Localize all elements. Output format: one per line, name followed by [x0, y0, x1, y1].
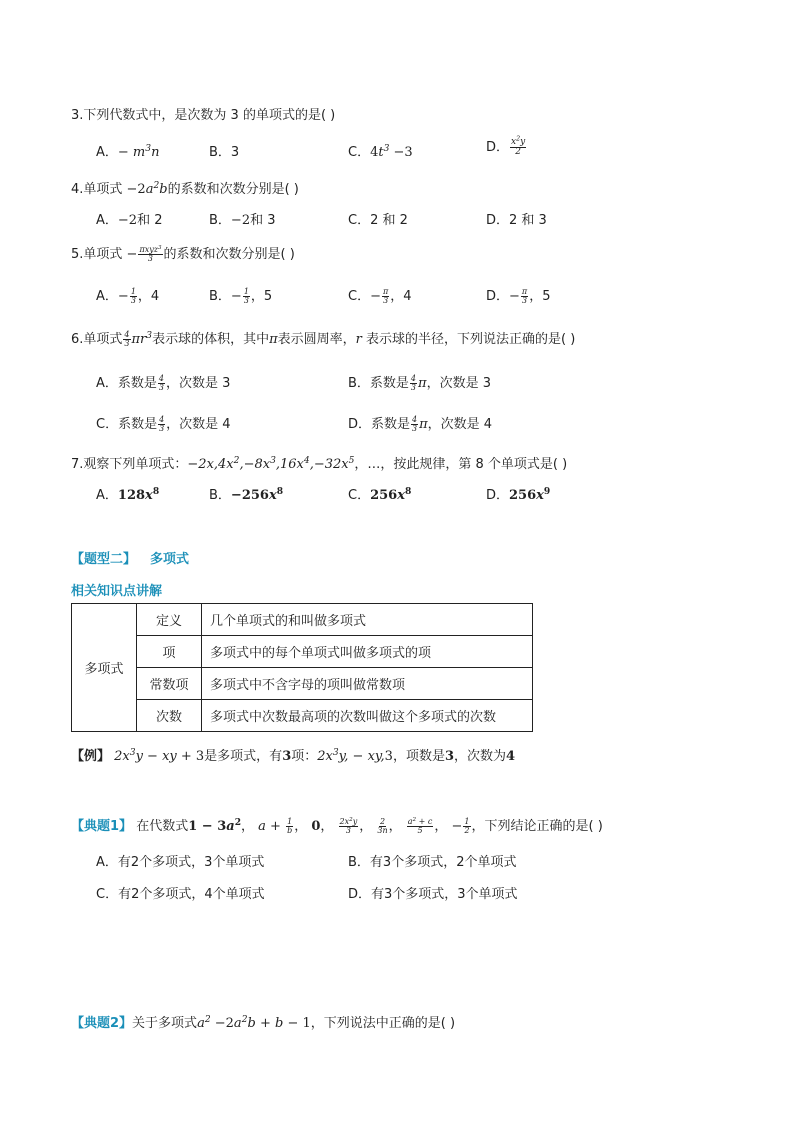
q4-option-a[interactable]: A．−2和 2 — [96, 213, 163, 228]
q6-option-a[interactable]: A．系数是 $\frac{4}{3}$ ，次数是 3 — [96, 373, 231, 392]
table-desc: 多项式中不含字母的项叫做常数项 — [202, 668, 533, 700]
d2-tag: 【典题2】 — [71, 1016, 133, 1031]
q7-option-b[interactable]: B．$-256x^8$ — [209, 486, 284, 503]
q4-option-b[interactable]: B．−2和 3 — [209, 213, 276, 228]
q5-option-d[interactable]: D．− $\frac{\pi}{3}$ ，5 — [486, 286, 551, 305]
d2-stem: 【典题2】关于多项式$a^2 -2a^2b + b - 1$，下列说法中正确的是( ) — [71, 1015, 456, 1031]
table-term: 项 — [137, 636, 202, 668]
q3-option-a[interactable]: A．− $m^3n$ — [96, 144, 160, 160]
d1-option-b[interactable]: B．有3个多项式，2个单项式 — [348, 855, 517, 870]
table-desc: 几个单项式的和叫做多项式 — [202, 604, 533, 636]
q6-option-d[interactable]: D．系数是 $\frac{4}{3}$ π，次数是 4 — [348, 414, 493, 433]
q4-option-d[interactable]: D．2 和 3 — [486, 213, 547, 228]
d1-option-a[interactable]: A．有2个多项式，3个单项式 — [96, 855, 265, 870]
q5-option-b[interactable]: B．− $\frac{1}{3}$ ，5 — [209, 286, 273, 305]
q3-option-b[interactable]: B．3 — [209, 145, 240, 160]
q4-stem: 4.单项式 $-2a^2b$的系数和次数分别是( ) — [71, 181, 299, 197]
q6-option-c[interactable]: C．系数是 $\frac{4}{3}$ ，次数是 4 — [96, 414, 231, 433]
q7-option-d[interactable]: D．$256x^9$ — [486, 486, 551, 503]
q4-option-c[interactable]: C．2 和 2 — [348, 213, 408, 228]
section-tag: 【题型二】 — [71, 552, 137, 567]
table-desc: 多项式中的每个单项式叫做多项式的项 — [202, 636, 533, 668]
d1-stem: 【典题1】 在代数式$1 - 3a^2$， a + $\frac{1}{b}$ ， 0， $\frac{2x^2y}{3}$ ， $\frac{2}{3n}$ ， $\frac{a^2 + c}{5}$ ， − $\frac{1}{2}$ ，下列结论正确的是( ) — [71, 816, 603, 835]
section-title: 多项式 — [150, 552, 190, 567]
q6-stem: 6.单项式 $\frac{4}{3}$ $\pi r^3$表示球的体积，其中π表示圆周率，r 表示球的半径，下列说法正确的是( ) — [71, 329, 576, 348]
table-main-label: 多项式 — [72, 604, 137, 732]
table-desc: 多项式中次数最高项的次数叫做这个多项式的次数 — [202, 700, 533, 732]
d1-option-c[interactable]: C．有2个多项式，4个单项式 — [96, 887, 265, 902]
example-tag: 【例】 — [71, 749, 111, 764]
q3-option-d[interactable]: D． $\frac{x^2y}{2}$ — [486, 135, 526, 157]
q7-option-a[interactable]: A．$128x^8$ — [96, 486, 160, 503]
q6-option-b[interactable]: B．系数是 $\frac{4}{3}$ π，次数是 3 — [348, 373, 491, 392]
section-heading — [71, 548, 189, 567]
q5-stem: 5.单项式 − $\frac{\pi xyz^3}{3}$ 的系数和次数分别是( ) — [71, 244, 295, 263]
table-term: 定义 — [137, 604, 202, 636]
d1-option-d[interactable]: D．有3个多项式，3个单项式 — [348, 887, 518, 902]
q5-option-a[interactable]: A．− $\frac{1}{3}$ ，4 — [96, 286, 160, 305]
q5-option-c[interactable]: C．− $\frac{\pi}{3}$ ，4 — [348, 286, 412, 305]
q3-stem: 3.下列代数式中，是次数为 3 的单项式的是( ) — [71, 108, 336, 123]
example-line: 【例】 $2x^3y$ − xy + 3是多项式，有3项：$2x^3y$, − xy,3，项数是3，次数为4 — [71, 748, 516, 764]
knowledge-table — [71, 603, 533, 732]
knowledge-subhead: 相关知识点讲解 — [71, 584, 163, 599]
q7-option-c[interactable]: C．$256x^8$ — [348, 486, 412, 503]
q3-option-c[interactable]: C．$4t^3 -3$ — [348, 144, 413, 160]
d1-tag: 【典题1】 — [71, 819, 133, 834]
q7-stem: 7.观察下列单项式：$-2x,4x^2,-8x^3,16x^4,-32x^5$，…，按此规律，第 8 个单项式是( ) — [71, 456, 568, 472]
table-term: 常数项 — [137, 668, 202, 700]
table-term: 次数 — [137, 700, 202, 732]
